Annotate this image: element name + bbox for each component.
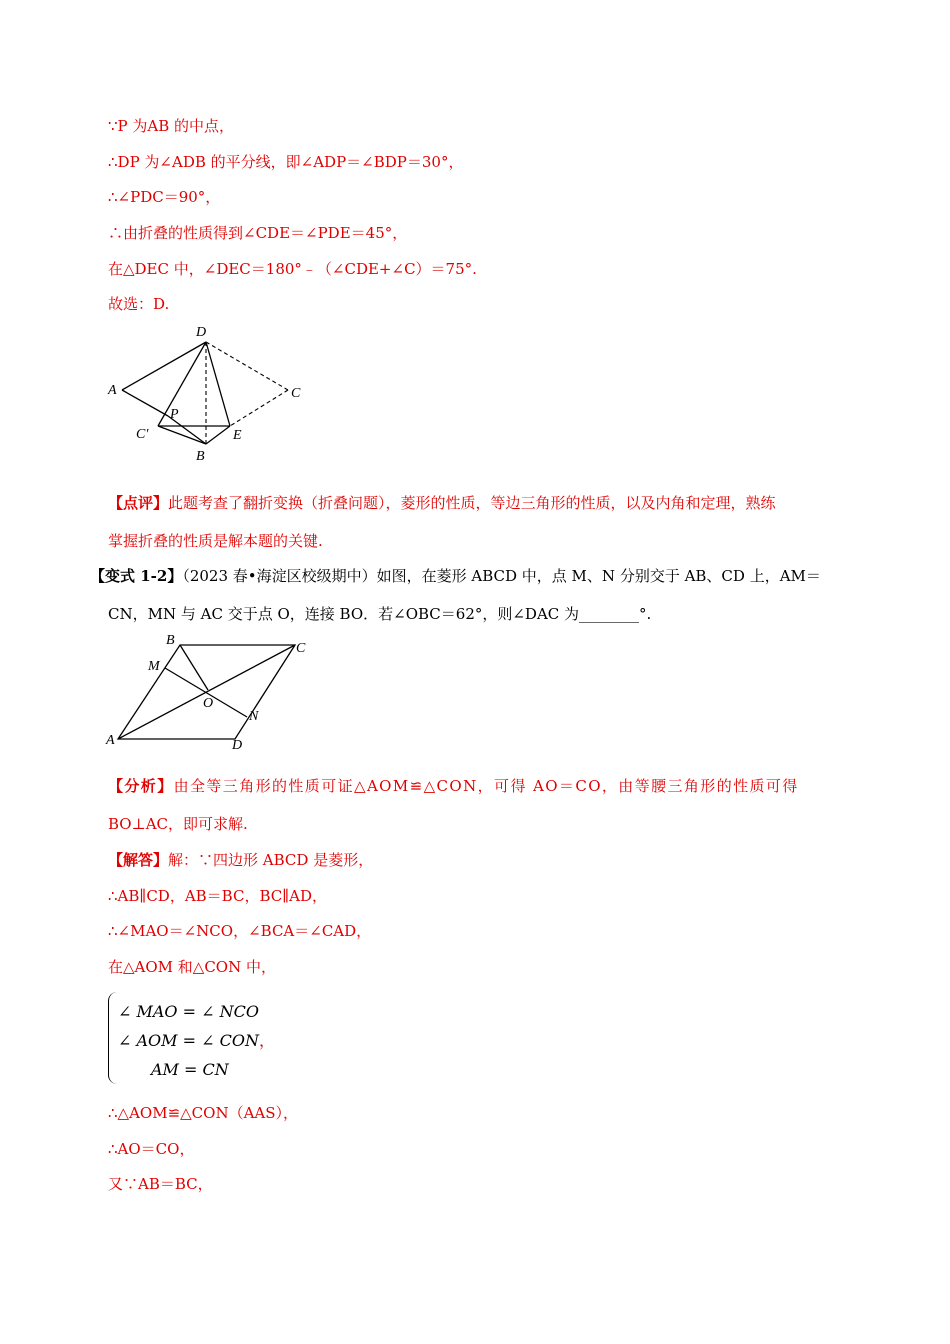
fig1-label-B: B [196,449,205,464]
fig1-label-C-prime: C′ [136,427,149,442]
comment-line-1 [108,493,864,513]
fig1-edge-DA [122,342,206,390]
figure-folding [100,320,320,465]
variant-tag: 【变式 1-2】 [90,567,183,585]
fig2-label-B: B [166,633,175,648]
fig2-label-M: M [148,659,160,674]
solution-line-3: ∴∠PDC＝90°， [108,188,221,206]
answer-line-6: 又∵AB＝BC， [108,1175,213,1193]
variant-line-1 [90,566,821,586]
answer-line-2: ∴∠MAO＝∠NCO，∠BCA＝∠CAD， [108,922,372,940]
fig2-label-N: N [249,709,259,724]
fig1-label-P: P [170,407,179,422]
system-row-3: AM = CN [151,1060,229,1079]
variant-line-2: CN，MN 与 AC 交于点 O，连接 BO．若∠OBC＝62°，则∠DAC 为________°. [108,605,652,623]
figure-rhombus [100,630,320,755]
analysis-body-1: 由全等三角形的性质可证△AOM≌△CON，可得 AO＝CO，由等腰三角形的性质可得 [173,777,799,795]
solution-line-4: ∴由折叠的性质得到∠CDE＝∠PDE＝45°， [108,224,408,242]
fig1-label-E: E [233,428,242,443]
answer-line-4: ∴△AOM≌△CON（AAS）， [108,1104,299,1122]
equation-system [108,992,278,1084]
solution-line-6: 故选：D. [108,295,170,313]
fig1-label-A: A [108,383,117,398]
fig1-edge-C1B [158,426,206,444]
analysis-line-2: BO⊥AC，即可求解. [108,815,248,833]
answer-line-3: 在△AOM 和△CON 中， [108,958,276,976]
answer-body: 解：∵四边形 ABCD 是菱形， [168,851,374,869]
fig2-label-A: A [106,733,115,748]
fig1-edge-EB [206,426,230,444]
fig1-edge-DE [206,342,230,426]
fig1-label-C: C [291,386,301,401]
analysis-line-1 [108,776,864,796]
variant-body-1: （2023 春•海淀区校级期中）如图，在菱形 ABCD 中，点 M、N 分别交于 AB、CD 上，AM＝ [182,567,821,585]
system-row-1: ∠ MAO = ∠ NCO [118,1002,259,1021]
answer-tag: 【解答】 [108,851,169,869]
solution-line-1: ∵P 为AB 的中点， [108,117,235,135]
answer-line-5: ∴AO＝CO， [108,1140,195,1158]
left-brace [108,992,117,1084]
fig1-label-D: D [196,325,207,340]
analysis-tag: 【分析】 [108,777,174,795]
comment-line-2: 掌握折叠的性质是解本题的关键. [108,532,323,550]
fig2-label-D: D [232,738,243,753]
fig1-edge-AP [122,390,168,416]
comment-body-1: 此题考查了翻折变换（折叠问题），菱形的性质，等边三角形的性质，以及内角和定理，熟练 [168,494,776,512]
system-row-2 [118,1031,275,1051]
fig2-label-O: O [203,696,214,711]
comment-tag: 【点评】 [108,494,169,512]
fig2-segment-BO [180,645,208,690]
system-row-2-text: ∠ AOM = ∠ CON [118,1031,259,1050]
fig2-label-C: C [296,641,306,656]
fig2-diag-AC [118,645,295,739]
solution-line-5: 在△DEC 中，∠DEC＝180°﹣（∠CDE+∠C）＝75°. [108,260,477,278]
system-row-2-comma: ， [258,1031,275,1050]
fig1-dashed-CE [230,390,288,426]
answer-line-0 [108,850,373,870]
answer-line-1: ∴AB∥CD，AB＝BC，BC∥AD， [108,887,328,905]
fig1-edge-DC1 [158,342,206,426]
solution-line-2: ∴DP 为∠ADB 的平分线，即∠ADP＝∠BDP＝30°， [108,153,464,171]
